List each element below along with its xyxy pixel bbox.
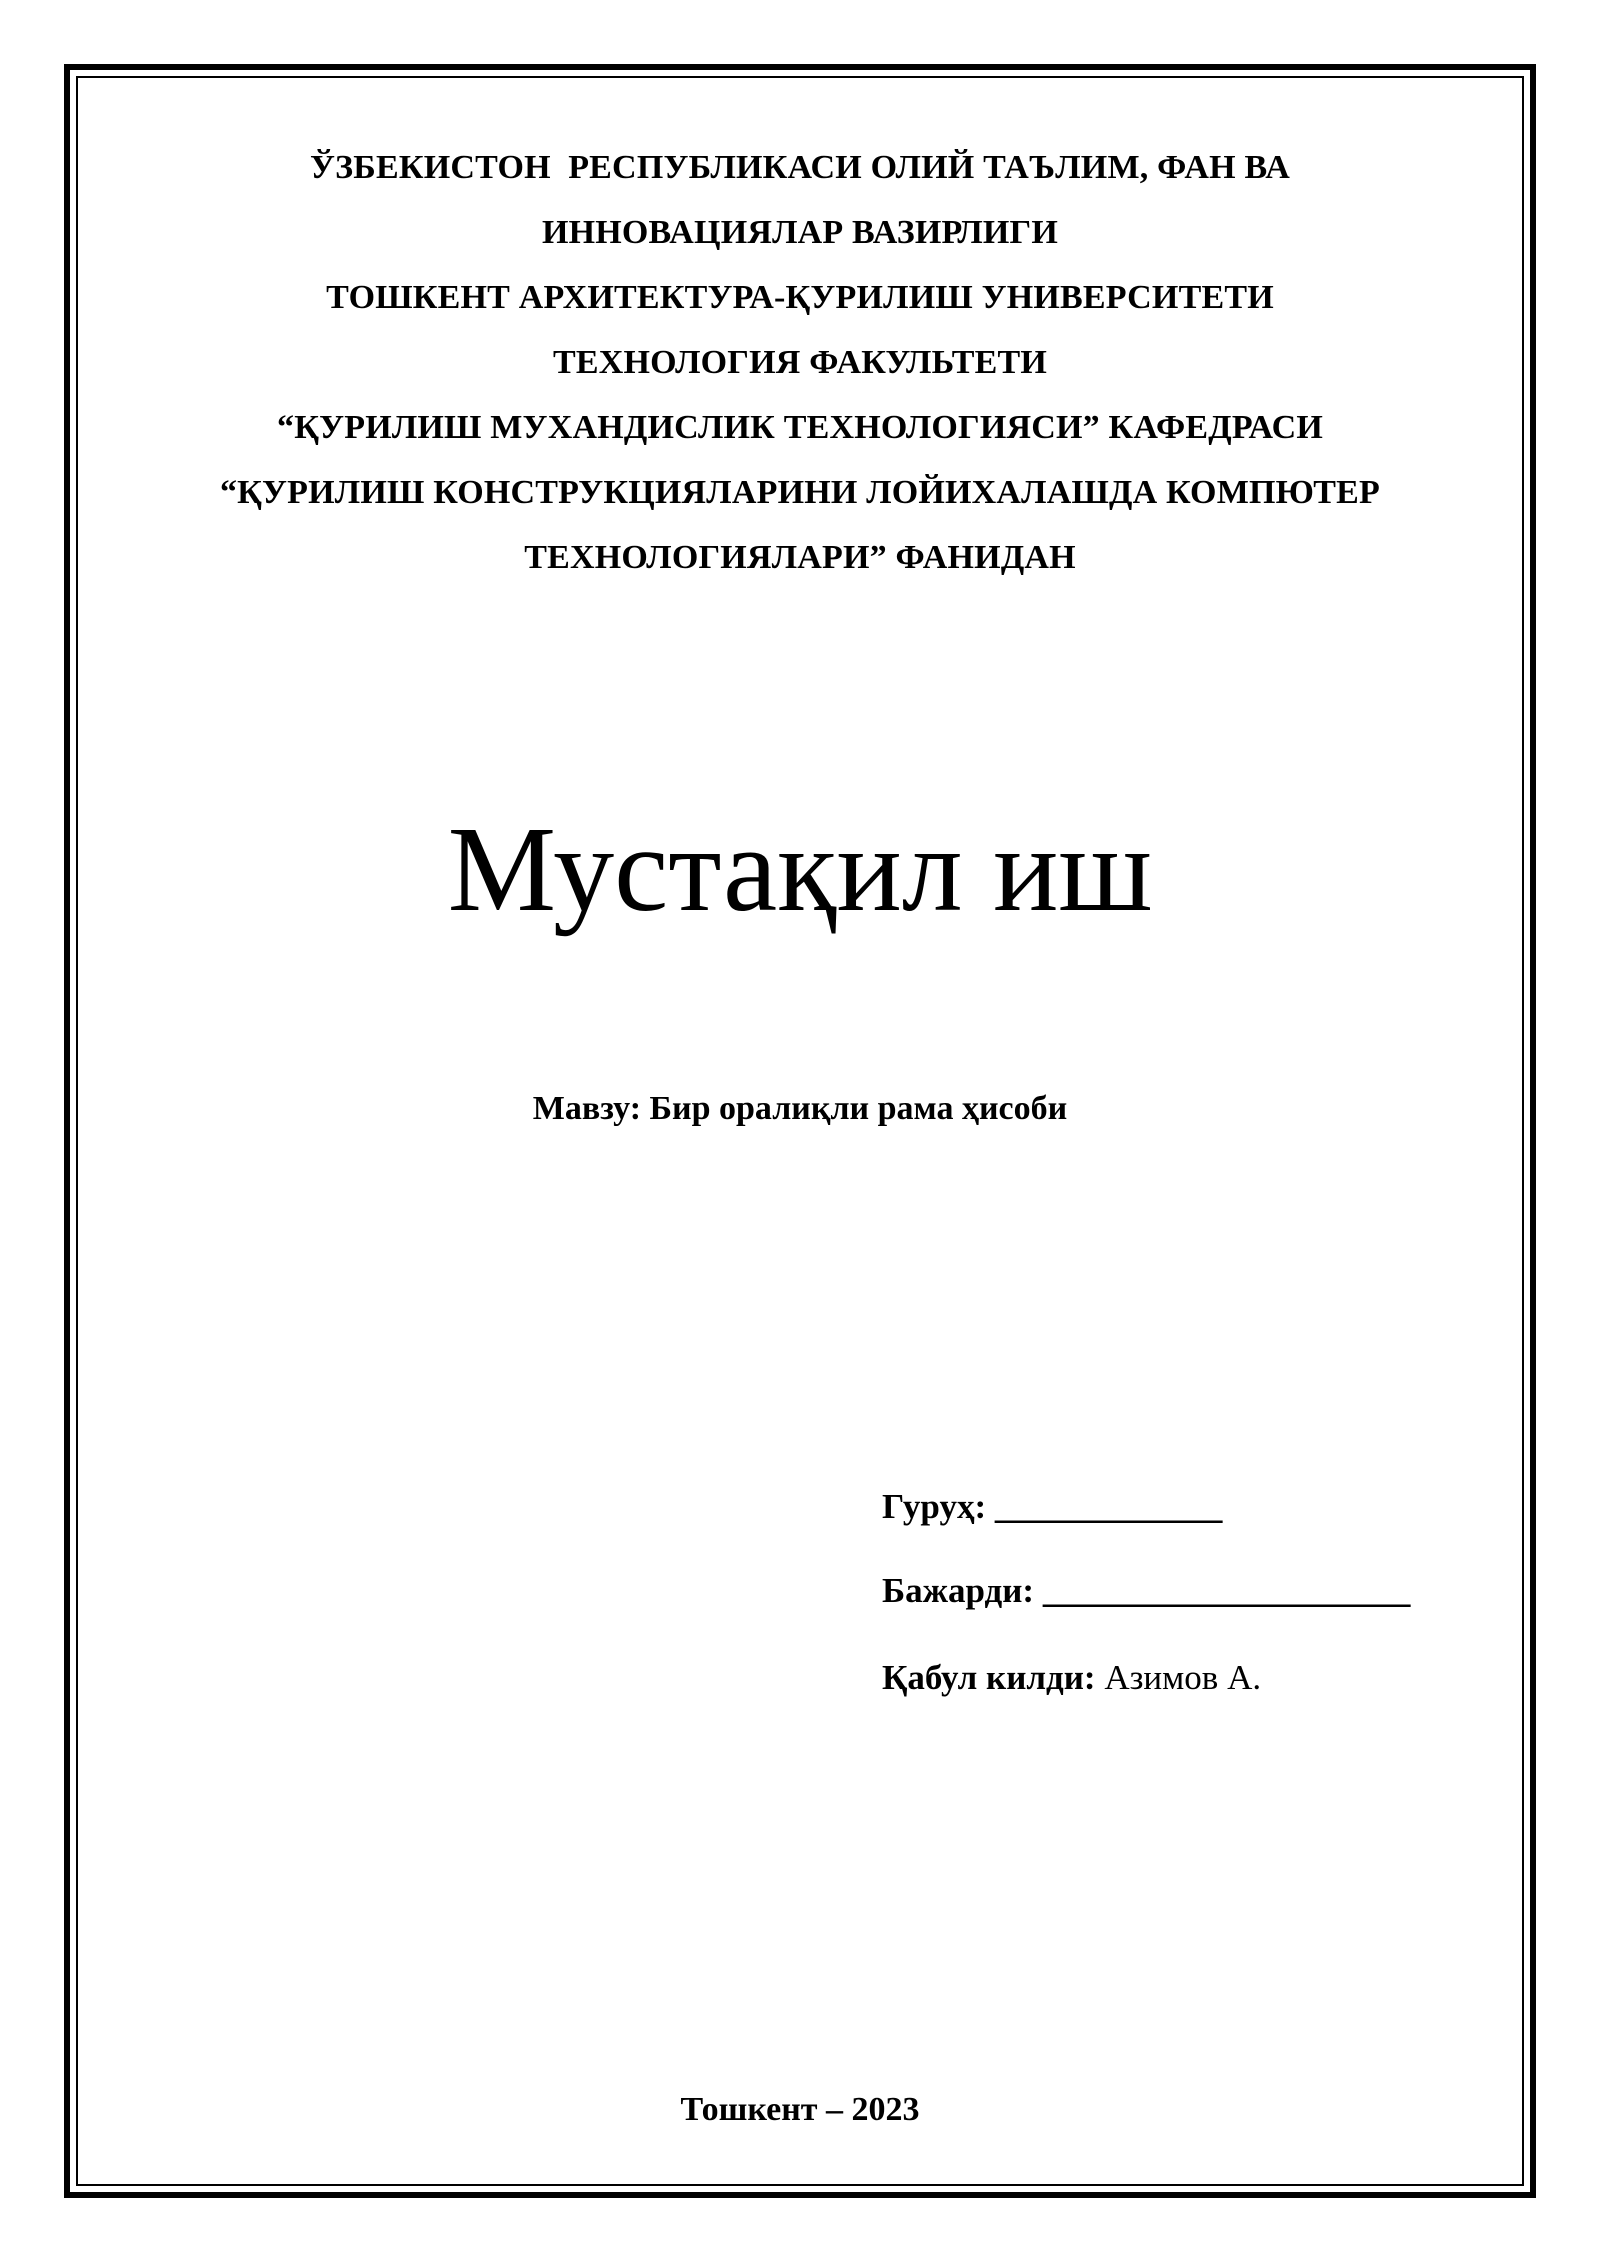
group-label: Гуруҳ: <box>882 1487 987 1526</box>
done-by-field <box>882 1566 1410 1616</box>
header-line: “ҚУРИЛИШ МУХАНДИСЛИК ТЕХНОЛОГИЯСИ” КАФЕДРАСИ <box>277 409 1323 446</box>
group-field <box>882 1482 1222 1532</box>
topic-line: Мавзу: Бир оралиқли рама ҳисоби <box>532 1090 1068 1127</box>
header-line: ТЕХНОЛОГИЯ ФАКУЛЬТЕТИ <box>552 344 1047 381</box>
done-by-value: _____________________ <box>1042 1571 1411 1610</box>
accepted-by-value: Азимов А. <box>1104 1658 1262 1697</box>
header-line: ЎЗБЕКИСТОН РЕСПУБЛИКАСИ ОЛИЙ ТАЪЛИМ, ФАН ВА <box>309 149 1290 186</box>
accepted-by-field <box>882 1653 1261 1703</box>
header-line: ТЕХНОЛОГИЯЛАРИ” ФАНИДАН <box>524 539 1076 576</box>
header-line: ИННОВАЦИЯЛАР ВАЗИРЛИГИ <box>541 214 1059 251</box>
done-by-label: Бажарди: <box>882 1571 1035 1610</box>
group-value: _____________ <box>994 1487 1223 1526</box>
city-year-footer: Тошкент – 2023 <box>680 2091 920 2128</box>
accepted-by-label: Қабул килди: <box>882 1658 1096 1697</box>
header-line: ТОШКЕНТ АРХИТЕКТУРА-ҚУРИЛИШ УНИВЕРСИТЕТИ <box>326 279 1274 316</box>
header-line: “ҚУРИЛИШ КОНСТРУКЦИЯЛАРИНИ ЛОЙИХАЛАШДА КОМПЮТЕР <box>219 474 1381 511</box>
institution-header <box>100 135 1500 590</box>
document-title: Мустақил иш <box>447 802 1153 937</box>
